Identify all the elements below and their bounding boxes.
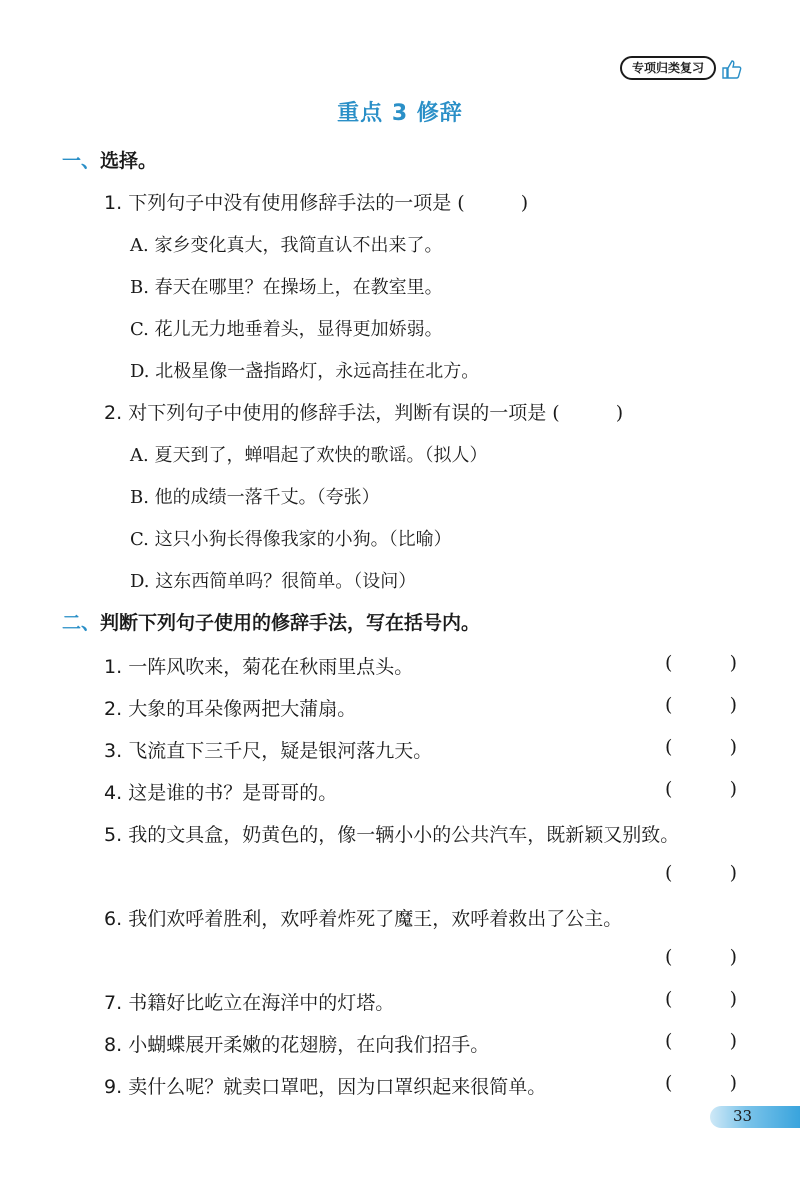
thumbs-up-icon [720, 58, 742, 80]
question-2-option-b: B. 他的成绩一落千丈。（夸张） [130, 487, 380, 508]
section-1-number: 一、 [62, 150, 101, 172]
answer-paren[interactable]: ( ) [665, 988, 737, 1010]
answer-paren[interactable]: ( ) [665, 694, 737, 716]
page-title: 重点 3 修辞 [337, 101, 463, 126]
answer-paren[interactable]: ( ) [665, 862, 737, 884]
answer-paren[interactable]: ( ) [665, 1030, 737, 1052]
list-item: 6. 我们欢呼着胜利，欢呼着炸死了魔王，欢呼着救出了公主。 [104, 908, 623, 930]
question-1-option-c: C. 花儿无力地垂着头，显得更加娇弱。 [130, 319, 443, 340]
question-1-option-a: A. 家乡变化真大，我简直认不出来了。 [130, 235, 443, 256]
section-2-heading [62, 608, 480, 635]
answer-paren[interactable]: ( ) [665, 1072, 737, 1094]
question-2-text: 对下列句子中使用的修辞手法，判断有误的一项是 ( [128, 402, 560, 424]
section-2-number: 二、 [62, 612, 101, 634]
section-1-heading [62, 146, 157, 173]
page-number-tab [710, 1106, 800, 1128]
question-1-option-b: B. 春天在哪里？在操场上，在教室里。 [130, 277, 443, 298]
page-number: 33 [733, 1107, 753, 1125]
question-2-option-d: D. 这东西简单吗？很简单。（设问） [130, 571, 417, 592]
section-badge: 专项归类复习 [620, 56, 716, 80]
list-item: 1. 一阵风吹来，菊花在秋雨里点头。 [104, 656, 414, 678]
answer-paren[interactable]: ( ) [665, 652, 737, 674]
list-item: 9. 卖什么呢？就卖口罩吧，因为口罩织起来很简单。 [104, 1076, 547, 1098]
question-1: 1. 下列句子中没有使用修辞手法的一项是 ( ) [104, 192, 529, 214]
section-2-title: 判断下列句子使用的修辞手法，写在括号内。 [100, 612, 481, 634]
question-2-close-paren: ) [615, 402, 624, 424]
list-item: 2. 大象的耳朵像两把大蒲扇。 [104, 698, 357, 720]
question-2: 2. 对下列句子中使用的修辞手法，判断有误的一项是 ( ) [104, 402, 624, 424]
list-item: 3. 飞流直下三千尺，疑是银河落九天。 [104, 740, 433, 762]
list-item: 4. 这是谁的书？是哥哥的。 [104, 782, 338, 804]
list-item: 7. 书籍好比屹立在海洋中的灯塔。 [104, 992, 395, 1014]
answer-paren[interactable]: ( ) [665, 778, 737, 800]
section-1-title: 选择。 [100, 150, 158, 172]
answer-paren[interactable]: ( ) [665, 946, 737, 968]
question-1-option-d: D. 北极星像一盏指路灯，永远高挂在北方。 [130, 361, 480, 382]
question-1-text: 下列句子中没有使用修辞手法的一项是 ( [128, 192, 465, 214]
question-2-option-a: A. 夏天到了，蝉唱起了欢快的歌谣。（拟人） [130, 445, 488, 466]
list-item: 8. 小蝴蝶展开柔嫩的花翅膀，在向我们招手。 [104, 1034, 490, 1056]
answer-paren[interactable]: ( ) [665, 736, 737, 758]
list-item: 5. 我的文具盒，奶黄色的，像一辆小小的公共汽车，既新颖又别致。 [104, 824, 680, 846]
question-1-close-paren: ) [520, 192, 529, 214]
question-2-option-c: C. 这只小狗长得像我家的小狗。（比喻） [130, 529, 452, 550]
